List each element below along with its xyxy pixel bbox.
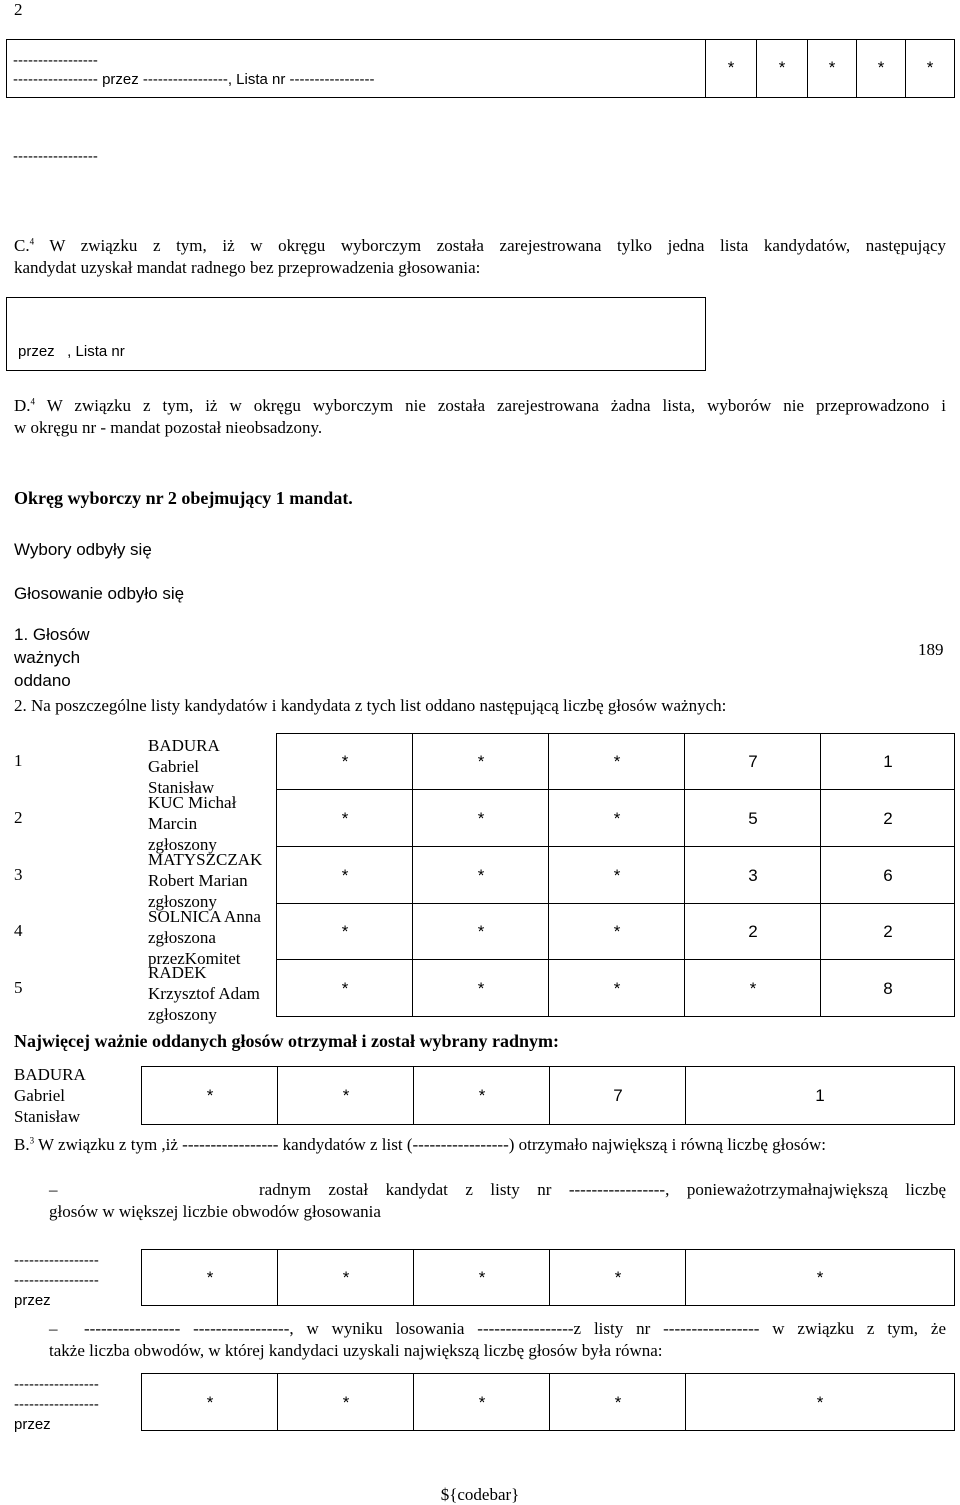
- digit-value: *: [341, 866, 349, 885]
- candidate-name: [148, 735, 276, 797]
- digit-box: [548, 959, 685, 1017]
- digit-value: *: [477, 922, 485, 941]
- section-b-bullet2-dash: –: [49, 1319, 58, 1338]
- digit-value: *: [206, 1393, 214, 1412]
- lists-intro: 2. Na poszczególne listy kandydatów i kandydata z tych list oddano następującą liczbę głosów ważnych:: [14, 696, 727, 715]
- digit-box: [277, 1373, 414, 1431]
- candidate-name-line: zgłoszona: [148, 928, 216, 947]
- winner-name: [14, 1064, 86, 1127]
- digit-box: [276, 789, 413, 847]
- digit-box: [684, 733, 821, 790]
- page-number: 2: [14, 0, 23, 19]
- digit-value: 2: [748, 922, 758, 941]
- tie-row-label-line: -----------------: [14, 1252, 99, 1269]
- digit-value: *: [926, 58, 934, 77]
- digit-box: [548, 903, 685, 960]
- section-c-candidate-box: [6, 297, 706, 371]
- digit-value: *: [341, 979, 349, 998]
- candidate-number: 1: [14, 751, 23, 770]
- valid-votes-label-3: oddano: [14, 671, 71, 690]
- candidate-name: [148, 792, 276, 854]
- digit-box: [820, 903, 955, 960]
- candidate-number: 2: [14, 808, 23, 827]
- section-b-paragraph: [14, 1135, 826, 1155]
- digit-value: *: [828, 58, 836, 77]
- digit-value: 1: [883, 752, 893, 771]
- digit-box: [820, 733, 955, 790]
- digit-box: [277, 1066, 414, 1125]
- digit-box: [413, 1249, 550, 1306]
- digit-box: [276, 903, 413, 960]
- digit-box: [548, 789, 685, 847]
- digit-box: [549, 1066, 686, 1125]
- digit-value: *: [341, 809, 349, 828]
- digit-box: [549, 1373, 686, 1431]
- digit-value: 1: [815, 1086, 825, 1105]
- section-d-line2: w okręgu nr - mandat pozostał nieobsadzony.: [14, 418, 323, 437]
- section-c-line1: [14, 236, 946, 256]
- digit-value: *: [477, 866, 485, 885]
- candidate-name-line: Robert Marian: [148, 871, 248, 890]
- digit-value: 8: [883, 979, 893, 998]
- valid-votes-label: [14, 623, 124, 690]
- digit-value: *: [478, 1268, 486, 1287]
- digit-value: *: [816, 1268, 824, 1287]
- section-b-prefix: B.: [14, 1135, 30, 1154]
- section-c-footnote: 4: [29, 236, 35, 247]
- tie-row-label-line: przez: [14, 1292, 51, 1309]
- candidate-name-line: SOLNICA Anna: [148, 907, 261, 926]
- elections-held-label: Wybory odbyły się: [14, 540, 152, 559]
- valid-votes-label-1: 1. Głosów: [14, 625, 90, 644]
- candidate-name-line: BADURA: [148, 736, 220, 755]
- candidate-number: 5: [14, 978, 23, 997]
- digit-value: *: [477, 752, 485, 771]
- digit-box: [820, 846, 955, 904]
- section-b-bullet1-dash: –: [49, 1180, 58, 1199]
- candidate-name-line: zgłoszony: [148, 892, 217, 911]
- digit-box: [548, 846, 685, 904]
- digit-box: [276, 846, 413, 904]
- digit-box: [141, 1249, 278, 1306]
- district-heading: Okręg wyborczy nr 2 obejmujący 1 mandat.: [14, 488, 353, 508]
- section-d-prefix: D.: [14, 396, 31, 415]
- digit-value: *: [613, 752, 621, 771]
- section-c-paragraph: [14, 236, 946, 278]
- section-b-text: W związku z tym ,iż ----------------- kandydatów z list (-----------------) otrzymało największą i równą liczbę głosów:: [38, 1135, 826, 1154]
- digit-value: *: [613, 866, 621, 885]
- digit-box: [685, 1249, 955, 1306]
- digit-box: [412, 733, 549, 790]
- digit-box: [705, 39, 757, 98]
- digit-box: [276, 733, 413, 790]
- digit-box: [905, 39, 955, 98]
- candidate-name-line: Gabriel: [148, 757, 199, 776]
- tie-row-label-line: -----------------: [14, 1376, 99, 1393]
- top-candidate-box: [6, 39, 706, 98]
- digit-box: [413, 1373, 550, 1431]
- digit-box: [412, 959, 549, 1017]
- section-b-bullet1: [49, 1180, 946, 1222]
- digit-value: 7: [613, 1086, 623, 1105]
- dash-separator: -----------------: [13, 148, 98, 165]
- digit-box: [685, 1066, 955, 1125]
- digit-box: [684, 959, 821, 1017]
- candidate-name: [148, 849, 276, 911]
- voting-held-label: Głosowanie odbyło się: [14, 584, 185, 603]
- section-d-footnote: 4: [30, 396, 36, 407]
- digit-value: *: [816, 1393, 824, 1412]
- section-c-text-1: W związku z tym, iż w okręgu wyborczym została zarejestrowana tylko jedna lista kandydatów, następujący: [49, 236, 946, 255]
- footer-codebar: ${codebar}: [440, 1485, 520, 1504]
- top-candidate-line1: -----------------: [13, 52, 98, 69]
- digit-box: [276, 959, 413, 1017]
- digit-value: *: [477, 809, 485, 828]
- section-b-bullet1-line2: głosów w większej liczbie obwodów głosowania: [49, 1202, 381, 1221]
- digit-value: 7: [748, 752, 758, 771]
- digit-value: *: [478, 1086, 486, 1105]
- digit-box: [820, 789, 955, 847]
- digit-value: *: [614, 1268, 622, 1287]
- digit-box: [413, 1066, 550, 1125]
- digit-box: [684, 789, 821, 847]
- section-d-line1: [14, 396, 946, 416]
- candidate-name-line: zgłoszony: [148, 1005, 217, 1024]
- winner-name-line: Stanisław: [14, 1107, 81, 1126]
- digit-value: *: [727, 58, 735, 77]
- digit-value: *: [342, 1393, 350, 1412]
- digit-box: [141, 1066, 278, 1125]
- digit-box: [277, 1249, 414, 1306]
- section-c-prefix: C.: [14, 236, 30, 255]
- digit-value: *: [342, 1086, 350, 1105]
- candidate-name-line: Marcin: [148, 814, 198, 833]
- candidate-name-line: RADEK: [148, 963, 207, 982]
- digit-box: [412, 903, 549, 960]
- digit-value: *: [614, 1393, 622, 1412]
- digit-box: [412, 846, 549, 904]
- tie-row-label-line: -----------------: [14, 1396, 99, 1413]
- valid-votes-label-2: ważnych: [14, 648, 81, 667]
- candidate-name: [148, 962, 276, 1024]
- valid-votes-value: 189: [918, 640, 944, 659]
- digit-box: [756, 39, 808, 98]
- digit-value: *: [613, 979, 621, 998]
- digit-box: [141, 1373, 278, 1431]
- digit-box: [820, 959, 955, 1017]
- digit-value: 5: [748, 809, 758, 828]
- tie-row-label-line: -----------------: [14, 1272, 99, 1289]
- digit-value: 2: [883, 922, 893, 941]
- winner-heading: Najwięcej ważnie oddanych głosów otrzymał i został wybrany radnym:: [14, 1031, 559, 1051]
- candidate-number: 4: [14, 921, 23, 940]
- section-d-text-1: W związku z tym, iż w okręgu wyborczym nie została zarejestrowana żadna lista, wyborów nie przeprowadzono i: [46, 396, 946, 415]
- tie-row-label-line: przez: [14, 1416, 51, 1433]
- candidate-name: [148, 906, 276, 968]
- digit-value: *: [749, 979, 757, 998]
- digit-value: *: [478, 1393, 486, 1412]
- candidate-name-line: KUC Michał: [148, 793, 237, 812]
- digit-value: 6: [883, 866, 893, 885]
- digit-box: [412, 789, 549, 847]
- digit-box: [684, 903, 821, 960]
- digit-box: [549, 1249, 686, 1306]
- digit-value: *: [206, 1086, 214, 1105]
- candidate-name-line: Stanisław: [148, 778, 215, 797]
- section-b-bullet2-line2: także liczba obwodów, w której kandydaci uzyskali największą liczbę głosów była równa:: [49, 1341, 663, 1360]
- section-c-box-text: przez , Lista nr: [18, 343, 125, 360]
- digit-value: *: [341, 922, 349, 941]
- digit-box: [684, 846, 821, 904]
- tie-row-label: [14, 1375, 99, 1435]
- section-b-bullet1-line1: radnym został kandydat z listy nr -----------------, ponieważotrzymałnajwiększą liczbę: [259, 1180, 946, 1199]
- candidate-name-line: Krzysztof Adam: [148, 984, 260, 1003]
- winner-name-line: Gabriel: [14, 1086, 65, 1105]
- digit-value: *: [778, 58, 786, 77]
- digit-box: [856, 39, 906, 98]
- section-c-line2: kandydat uzyskał mandat radnego bez przeprowadzenia głosowania:: [14, 258, 481, 277]
- digit-value: *: [613, 809, 621, 828]
- digit-box: [807, 39, 857, 98]
- tie-row-label: [14, 1251, 99, 1311]
- top-candidate-line2: ----------------- przez -----------------, Lista nr -----------------: [13, 71, 375, 88]
- digit-value: 2: [883, 809, 893, 828]
- section-b-footnote: 3: [29, 1135, 35, 1146]
- digit-value: *: [477, 979, 485, 998]
- digit-value: *: [342, 1268, 350, 1287]
- candidate-name-line: przezKomitet: [148, 949, 241, 968]
- section-b-bullet2: [49, 1319, 946, 1361]
- digit-value: *: [341, 752, 349, 771]
- digit-value: *: [613, 922, 621, 941]
- candidate-number: 3: [14, 865, 23, 884]
- digit-value: 3: [748, 866, 758, 885]
- winner-name-line: BADURA: [14, 1065, 86, 1084]
- digit-value: *: [206, 1268, 214, 1287]
- candidate-name-line: MATYSZCZAK: [148, 850, 263, 869]
- section-d-paragraph: [14, 396, 946, 438]
- section-b-bullet2-line1: ----------------- -----------------, w wyniku losowania -----------------z listy nr ----------------- w związku z tym, że: [84, 1319, 946, 1338]
- digit-value: *: [877, 58, 885, 77]
- digit-box: [548, 733, 685, 790]
- candidate-name-line: zgłoszony: [148, 835, 217, 854]
- digit-box: [685, 1373, 955, 1431]
